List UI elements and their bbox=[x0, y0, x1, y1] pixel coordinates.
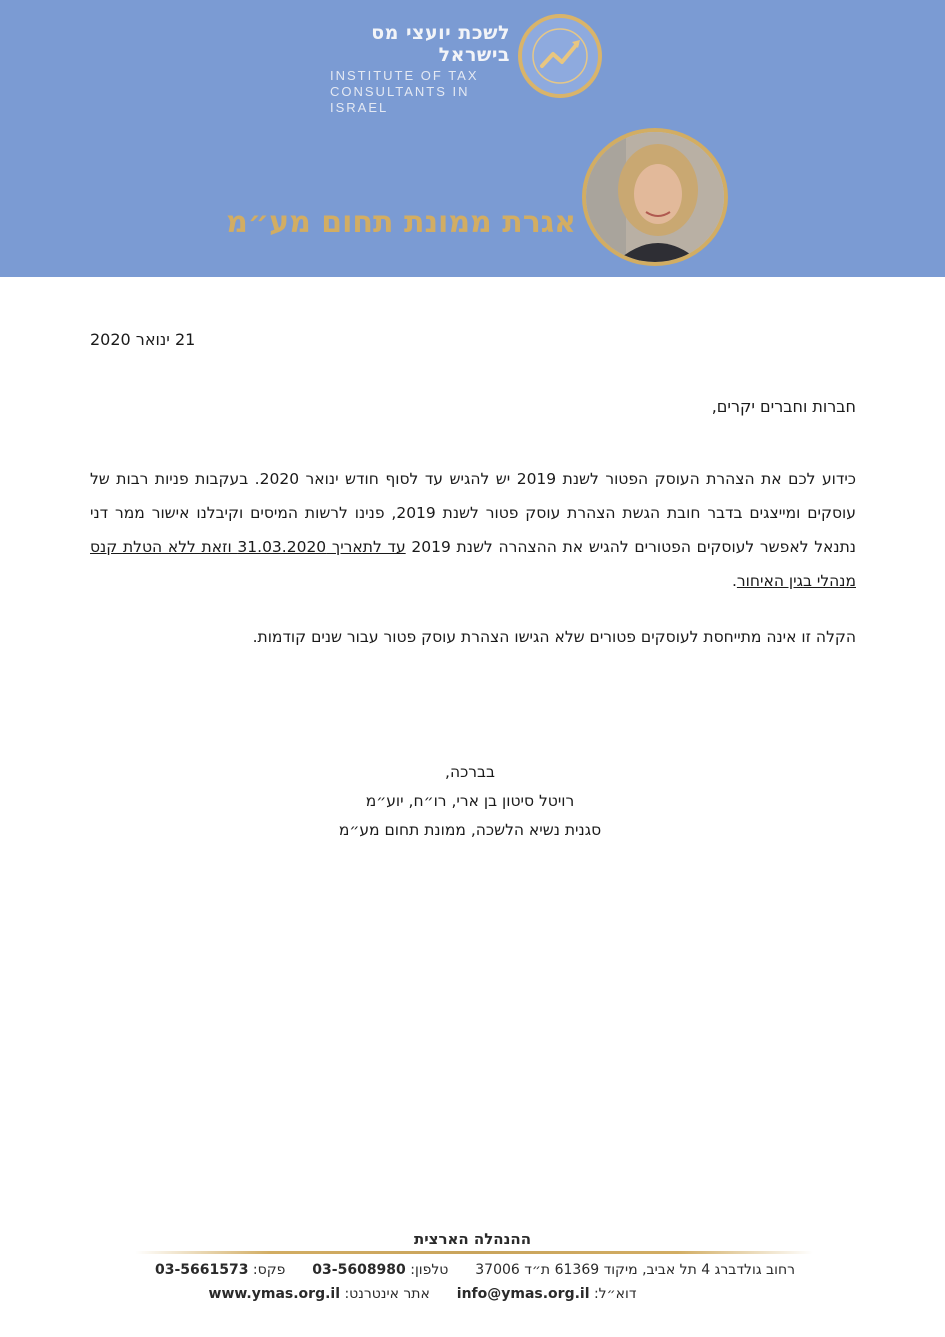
footer-email-link[interactable]: info@ymas.org.il bbox=[456, 1286, 590, 1302]
portrait-photo bbox=[582, 128, 728, 266]
org-name-hebrew: לשכת יועצי מס בישראל bbox=[371, 22, 510, 66]
footer-address-line bbox=[120, 1262, 795, 1278]
paragraph-1-underlined: עד לתאריך 31.03.2020 וזאת ללא הטלת קנס מנהלי בגין האיחור bbox=[90, 538, 856, 590]
letter-date: 21 ינואר 2020 bbox=[90, 330, 196, 349]
signature-block bbox=[250, 758, 690, 845]
org-name-english-line2: CONSULTANTS IN ISRAEL bbox=[330, 84, 470, 115]
footer-contact-line bbox=[200, 1286, 645, 1302]
banner-title: אגרת ממונת תחום מע״מ bbox=[226, 205, 576, 240]
footer-fax-label: פקס: bbox=[252, 1262, 286, 1278]
footer-email-label: דוא״ל: bbox=[593, 1286, 637, 1302]
org-name-english-line1: INSTITUTE OF TAX bbox=[330, 68, 479, 83]
paragraph-1-text: כידוע לכם את הצהרת העוסק הפטור לשנת 2019 יש להגיש עד לסוף חודש ינואר 2020. בעקבות פניות רבות של עוסקים ומייצגים בדבר חובת הגשת הצהרת עוסק פטור לשנת 2019, פנינו לרשות המיסים וקיבלנו אישור ממר דני נתנאל לאפשר לעוסקים הפטורים להגיש את ההצהרה לשנת 2019 bbox=[90, 470, 856, 556]
footer-web-link[interactable]: www.ymas.org.il bbox=[208, 1286, 341, 1302]
footer-address: רחוב גולדברג 4 תל אביב, מיקוד 61369 ת״ד 37006 bbox=[475, 1262, 795, 1278]
header-banner bbox=[0, 0, 945, 277]
org-seal-icon bbox=[518, 14, 602, 98]
paragraph-1-end: . bbox=[731, 572, 737, 590]
footer-fax: 03-5661573 bbox=[154, 1262, 249, 1278]
letter-paragraph-2: הקלה זו אינה מתייחסת לעוסקים פטורים שלא הגישו הצהרת עוסק פטור עבור שנים קודמות. bbox=[252, 628, 856, 646]
footer-web-label: אתר אינטרנט: bbox=[344, 1286, 430, 1302]
closing-text: בברכה, bbox=[445, 763, 495, 781]
signer-title: סגנית נשיא הלשכה, ממונת תחום מע״מ bbox=[338, 821, 602, 839]
letter-greeting: חברות וחברים יקרים, bbox=[711, 397, 856, 416]
footer-phone: 03-5608980 bbox=[312, 1262, 406, 1278]
letter-paragraph-1 bbox=[90, 462, 856, 598]
org-logo-text bbox=[330, 22, 510, 116]
footer-divider bbox=[135, 1251, 813, 1254]
footer-title: ההנהלה הארצית bbox=[413, 1230, 532, 1248]
footer-phone-label: טלפון: bbox=[410, 1262, 449, 1278]
signer-name: רויטל סיטון בן ארי, רו״ח, יוע״מ bbox=[365, 792, 575, 810]
